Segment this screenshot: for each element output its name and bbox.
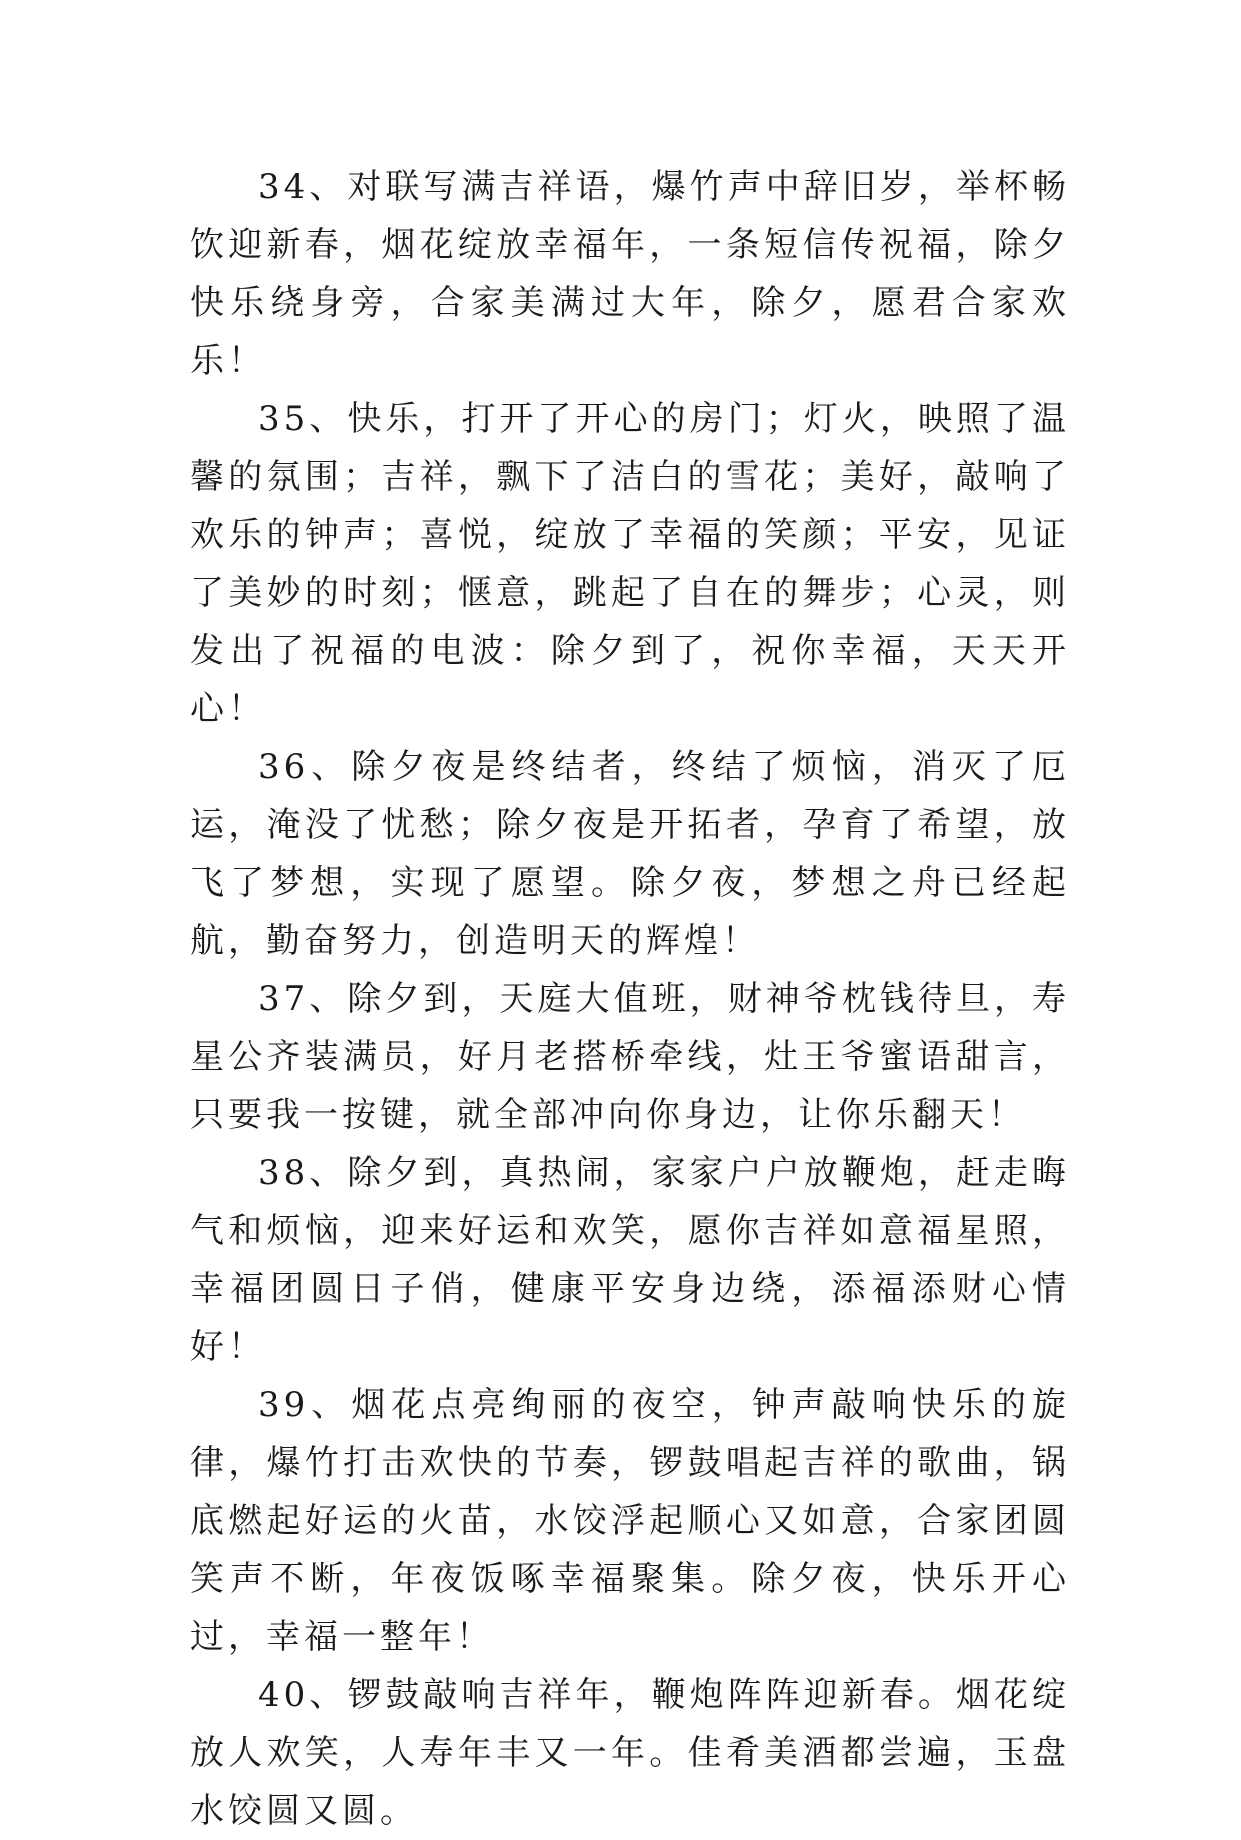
paragraph-40: 40、锣鼓敲响吉祥年，鞭炮阵阵迎新春。烟花绽放人欢笑，人寿年丰又一年。佳肴美酒都尝遍，玉盘水饺圆又圆。 <box>190 1675 1070 1831</box>
paragraph-35: 35、快乐，打开了开心的房门；灯火，映照了温馨的氛围；吉祥，飘下了洁白的雪花；美好，敲响了欢乐的钟声；喜悦，绽放了幸福的笑颜；平安，见证了美妙的时刻；惬意，跳起了自在的舞步；心灵，则发出了祝福的电波：除夕到了，祝你幸福，天天开心！ <box>190 399 1070 729</box>
paragraph-38: 38、除夕到，真热闹，家家户户放鞭炮，赶走晦气和烦恼，迎来好运和欢笑，愿你吉祥如意福星照，幸福团圆日子俏，健康平安身边绕，添福添财心情好！ <box>190 1153 1070 1367</box>
paragraph-37: 37、除夕到，天庭大值班，财神爷枕钱待旦，寿星公齐装满员，好月老搭桥牵线，灶王爷蜜语甜言，只要我一按键，就全部冲向你身边，让你乐翻天！ <box>190 979 1070 1135</box>
paragraph-36: 36、除夕夜是终结者，终结了烦恼，消灭了厄运，淹没了忧愁；除夕夜是开拓者，孕育了希望，放飞了梦想，实现了愿望。除夕夜，梦想之舟已经起航，勤奋努力，创造明天的辉煌！ <box>190 747 1070 961</box>
document-body <box>190 158 1070 1840</box>
paragraph-39: 39、烟花点亮绚丽的夜空，钟声敲响快乐的旋律，爆竹打击欢快的节奏，锣鼓唱起吉祥的歌曲，锅底燃起好运的火苗，水饺浮起顺心又如意，合家团圆笑声不断，年夜饭啄幸福聚集。除夕夜，快乐开心过，幸福一整年！ <box>190 1385 1070 1657</box>
paragraph-34: 34、对联写满吉祥语，爆竹声中辞旧岁，举杯畅饮迎新春，烟花绽放幸福年，一条短信传祝福，除夕快乐绕身旁，合家美满过大年，除夕，愿君合家欢乐！ <box>190 167 1070 381</box>
